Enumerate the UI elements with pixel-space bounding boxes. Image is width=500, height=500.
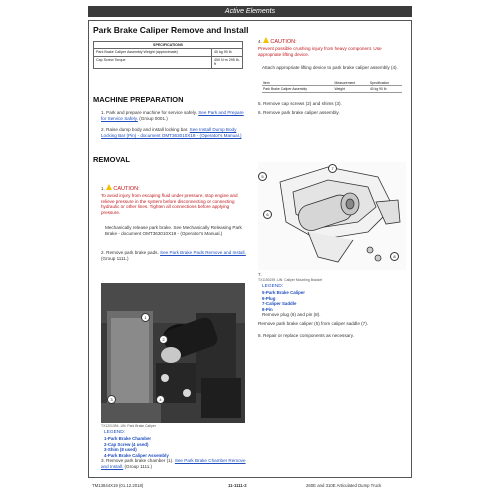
removal-step-2 xyxy=(101,250,249,261)
table-row xyxy=(94,56,243,68)
footer-product-name: 260E and 310E Articulated Dump Truck xyxy=(306,483,382,488)
step-number: 7. xyxy=(258,272,262,277)
locking-bar-link[interactable]: See Install Dump Body Locking Bar (Pin) - document OMT363010X19 - (Operator's Manual.) xyxy=(101,127,242,138)
step-6 xyxy=(258,110,406,116)
step-number: 1. xyxy=(101,110,105,115)
step-text: Remove park brake caliper assembly. xyxy=(263,110,340,115)
caution-text: To avoid injury from escaping fluid under pressure, stop engine and relieve pressure in the system before disconnecting or connecting hydraulic or other lines. Tighten all connections before applying pressure. xyxy=(101,192,238,216)
caliper-mounting-bracket-drawing xyxy=(258,162,406,270)
step-tail: (Group 0001.) xyxy=(139,115,168,121)
figure-2-legend-title: LEGEND: xyxy=(262,284,284,289)
warning-triangle-icon xyxy=(106,184,112,190)
step-tail: (Group 1111.) xyxy=(101,255,129,261)
park-prepare-link[interactable]: See Park and Prepare for Service Safely. xyxy=(101,110,244,121)
header-bar xyxy=(88,6,412,17)
step-number: 2. xyxy=(101,127,105,132)
callout-3: 3 xyxy=(107,395,116,404)
step-number: 2. xyxy=(101,250,105,255)
spec-value: 40 kg 90 lb xyxy=(212,49,243,56)
caution-text: Prevent possible crushing injury from heavy component. Use appropriate lifting device. xyxy=(258,45,382,57)
step-number: 8. xyxy=(258,333,262,338)
step-number: 6. xyxy=(258,110,262,115)
step-7 xyxy=(262,312,406,318)
step-text: Remove park brake caliper (5) from caliper saddle (7). xyxy=(258,321,369,326)
legend-item: 5-Park Brake Caliper xyxy=(262,290,305,295)
figure-1-legend-title: LEGEND: xyxy=(104,430,126,435)
spec-value: 400 N·m 295 lb-ft xyxy=(212,56,243,68)
step-text: Remove park brake chamber (1). xyxy=(106,458,174,463)
legend-item: 4-Park Brake Caliper Assembly xyxy=(104,452,169,458)
step-text: Raise dump body and install locking bar. xyxy=(106,127,189,132)
legend-item: 3-Shim (8 used) xyxy=(104,447,137,452)
brake-chamber-link[interactable]: See Park Brake Chamber Remove and Install. xyxy=(101,458,246,469)
step-3 xyxy=(101,458,251,469)
table-row xyxy=(262,86,402,92)
photo-illustration xyxy=(101,283,245,423)
removal-heading: REMOVAL xyxy=(93,155,130,164)
callout-8: 8 xyxy=(390,252,399,261)
legend-item: 2-Cap Screw (4 used) xyxy=(104,441,149,447)
legend-item: 8-Pin xyxy=(262,306,273,312)
page-title: Park Brake Caliper Remove and Install xyxy=(93,25,249,35)
figure-1-caption: TX1201394 -UN: Park Brake Caliper xyxy=(101,424,156,428)
table-cell: Park Brake Caliper Assembly xyxy=(262,86,334,92)
step-text: Repair or replace components as necessary. xyxy=(263,333,354,338)
legend-item: 7-Caliper Saddle xyxy=(262,301,297,306)
step-8 xyxy=(258,333,406,339)
table-cell: Weight xyxy=(334,86,369,92)
weight-table xyxy=(262,80,402,93)
caution-label: CAUTION: xyxy=(113,186,140,192)
step-number: 3. xyxy=(101,458,105,463)
spec-item: Park Brake Caliper Assembly Weight (approximate) xyxy=(94,49,212,56)
step-5 xyxy=(258,101,406,107)
step-7-extra xyxy=(258,321,406,327)
step-number: 4. xyxy=(258,39,262,44)
table-header: Measurement xyxy=(334,80,369,86)
spec-heading: SPECIFICATIONS xyxy=(94,42,243,49)
table-header: Specification xyxy=(369,80,402,86)
step-4-extra: Attach appropriate lifting device to park brake caliper assembly (4). xyxy=(262,65,398,70)
removal-step-1 xyxy=(101,184,249,216)
machine-prep-step-2 xyxy=(101,127,249,138)
callout-1: 1 xyxy=(141,313,150,322)
callout-5: 5 xyxy=(258,172,267,181)
callout-7: 7 xyxy=(328,164,337,173)
legend-item: 1-Park Brake Chamber xyxy=(104,436,152,441)
step-text: Park and prepare machine for service safely. xyxy=(106,110,197,115)
machine-prep-step-1 xyxy=(101,110,249,121)
header-title: Active Elements xyxy=(224,8,276,15)
caution-label: CAUTION: xyxy=(270,39,297,45)
step-tail: (Group 1111.) xyxy=(124,463,153,469)
step-7-number-line xyxy=(258,272,406,278)
brake-pads-link[interactable]: See Park Brake Pads Remove and Install. xyxy=(160,250,246,255)
step-text: Remove park brake pads. xyxy=(106,250,159,255)
table-header: Item xyxy=(262,80,334,86)
figure-2-caption: TX1150239 -UN: Caliper Mounting Bracket xyxy=(258,278,323,282)
table-row xyxy=(94,49,243,56)
callout-2: 2 xyxy=(159,335,168,344)
footer-page-number: 11-1111-2 xyxy=(228,483,247,488)
callout-4: 4 xyxy=(156,395,165,404)
warning-triangle-icon xyxy=(263,37,269,43)
step-number: 1. xyxy=(101,186,105,191)
table-cell: 40 kg 90 lb xyxy=(369,86,402,92)
line-drawing xyxy=(258,162,406,270)
legend-item: 6-Plug xyxy=(262,295,276,301)
step-text: Remove plug (6) and pin (8). xyxy=(262,312,321,317)
specifications-table xyxy=(93,41,243,69)
step-number: 5. xyxy=(258,101,262,106)
removal-step-1-extra: Mechanically release park brake. See Mechanically Releasing Park Brake - document OMT363010X19 - (Operator's Manual.) xyxy=(105,225,242,236)
step-text: Remove cap screws (2) and shims (3). xyxy=(263,101,342,106)
callout-6: 6 xyxy=(263,210,272,219)
step-4 xyxy=(258,37,406,57)
figure-1-legend xyxy=(104,436,169,458)
spec-item: Cap Screw Torque xyxy=(94,56,212,68)
park-brake-caliper-photo xyxy=(101,283,245,423)
footer-document-id: TM13844X19 (01.12.2018) xyxy=(92,483,144,488)
machine-prep-heading: MACHINE PREPARATION xyxy=(93,95,184,104)
figure-2-legend xyxy=(262,290,305,312)
